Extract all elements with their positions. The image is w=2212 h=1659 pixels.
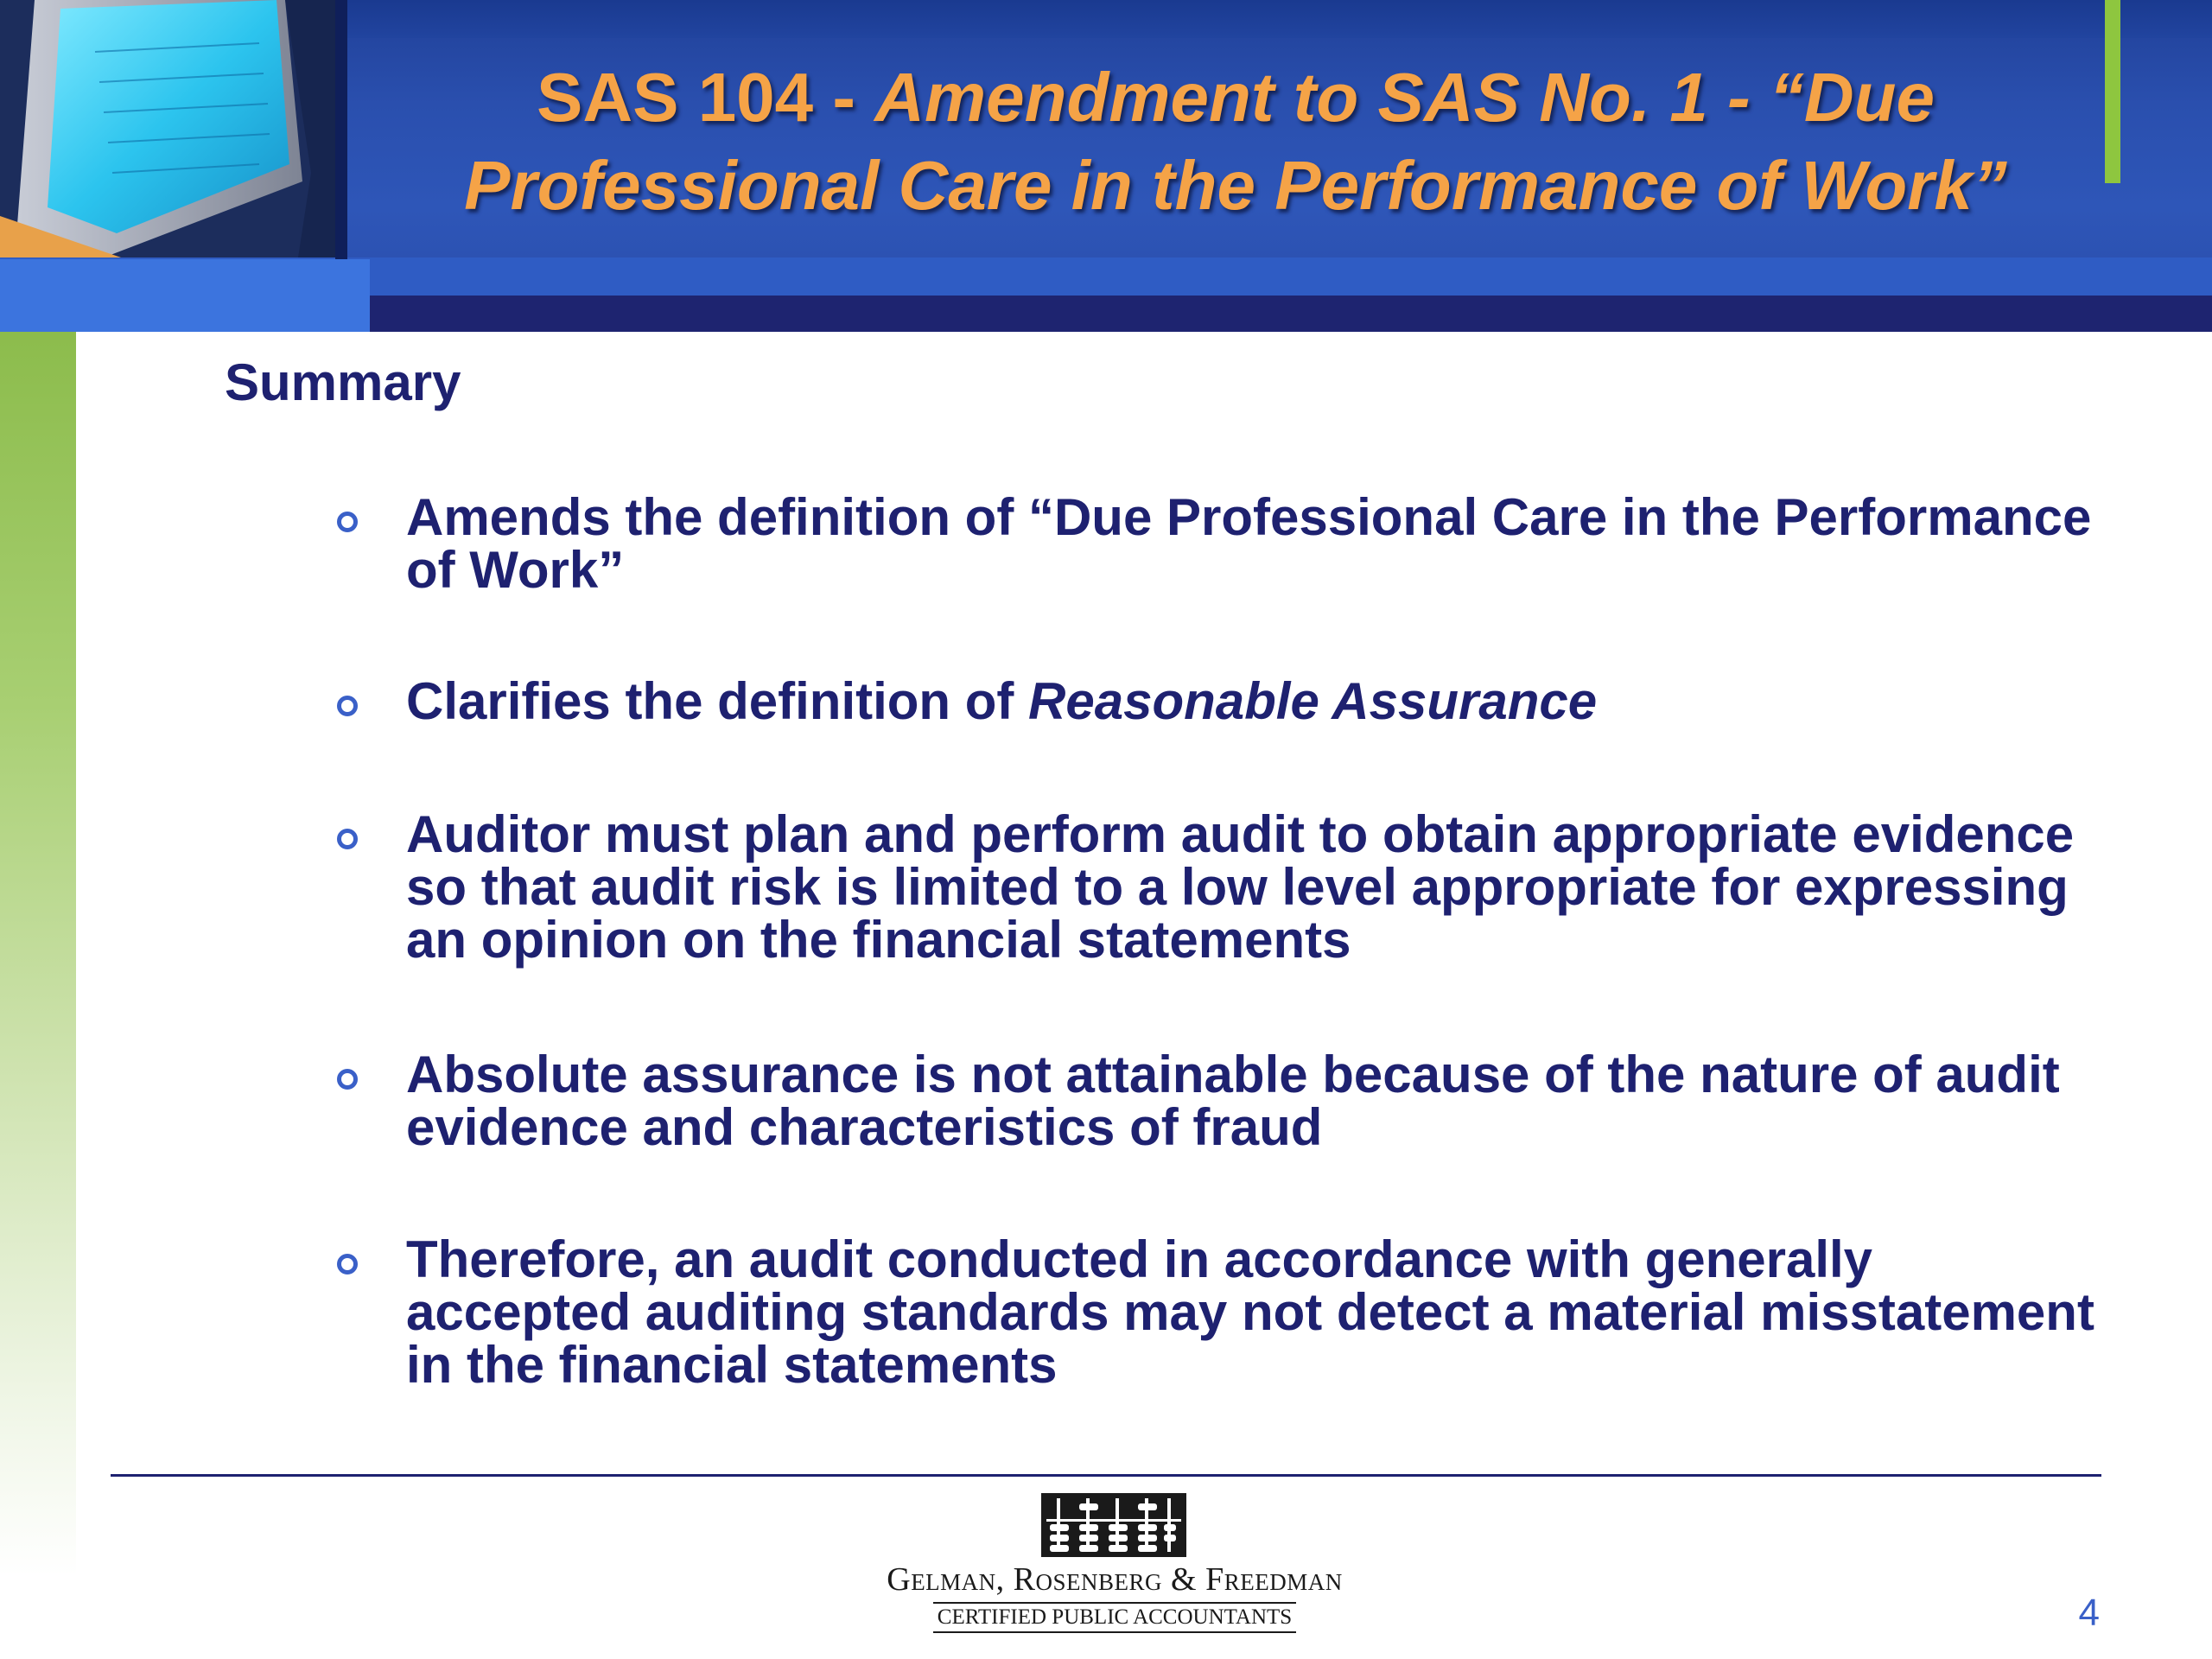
bullet-marker-icon — [337, 696, 358, 716]
page-number: 4 — [2078, 1592, 2100, 1634]
image-divider — [335, 0, 347, 259]
bullet-text: Auditor must plan and perform audit to obtain appropriate evidence so that audit risk is limited to a low level appropriate for expressing an opinion on the financial statements — [406, 805, 2075, 969]
left-gradient-sidebar — [0, 332, 76, 1576]
title-prefix: SAS 104 - — [536, 59, 875, 136]
bullet-marker-icon — [337, 1254, 358, 1274]
bullet-marker-icon — [337, 829, 358, 849]
firm-subtitle: CERTIFIED PUBLIC ACCOUNTANTS — [933, 1602, 1296, 1633]
bullet-text-plain: Clarifies the definition of — [406, 672, 1029, 730]
header-top-strip — [346, 0, 2212, 38]
bullet-text: Therefore, an audit conducted in accordance with generally accepted auditing standards may not detect a material misstatement in the financial statements — [406, 1230, 2094, 1394]
title-italic-line1: Amendment to SAS No. 1 - “Due — [874, 59, 1936, 136]
title-italic-line2: Professional Care in the Performance of Work” — [464, 147, 2007, 224]
bullet-text — [406, 672, 2108, 730]
bullet-text: Absolute assurance is not attainable because of the nature of audit evidence and characteristics of fraud — [406, 1046, 2060, 1156]
computer-monitor-image — [0, 0, 335, 257]
bullet-text: Amends the definition of “Due Professional Care in the Performance of Work” — [406, 488, 2092, 599]
header-light-block — [0, 259, 370, 332]
abacus-logo-icon — [1041, 1493, 1186, 1557]
firm-name: Gelman, Rosenberg & Freedman — [887, 1561, 1343, 1598]
bullet-text-italic: Reasonable Assurance — [1028, 672, 1598, 730]
header-dark-strip — [370, 296, 2212, 332]
slide-title — [372, 54, 2100, 230]
bullet-marker-icon — [337, 512, 358, 532]
monitor-icon — [0, 0, 335, 257]
green-accent-bar — [2105, 0, 2120, 183]
bullet-marker-icon — [337, 1069, 358, 1090]
section-heading: Summary — [225, 353, 461, 411]
footer-rule — [111, 1474, 2101, 1477]
